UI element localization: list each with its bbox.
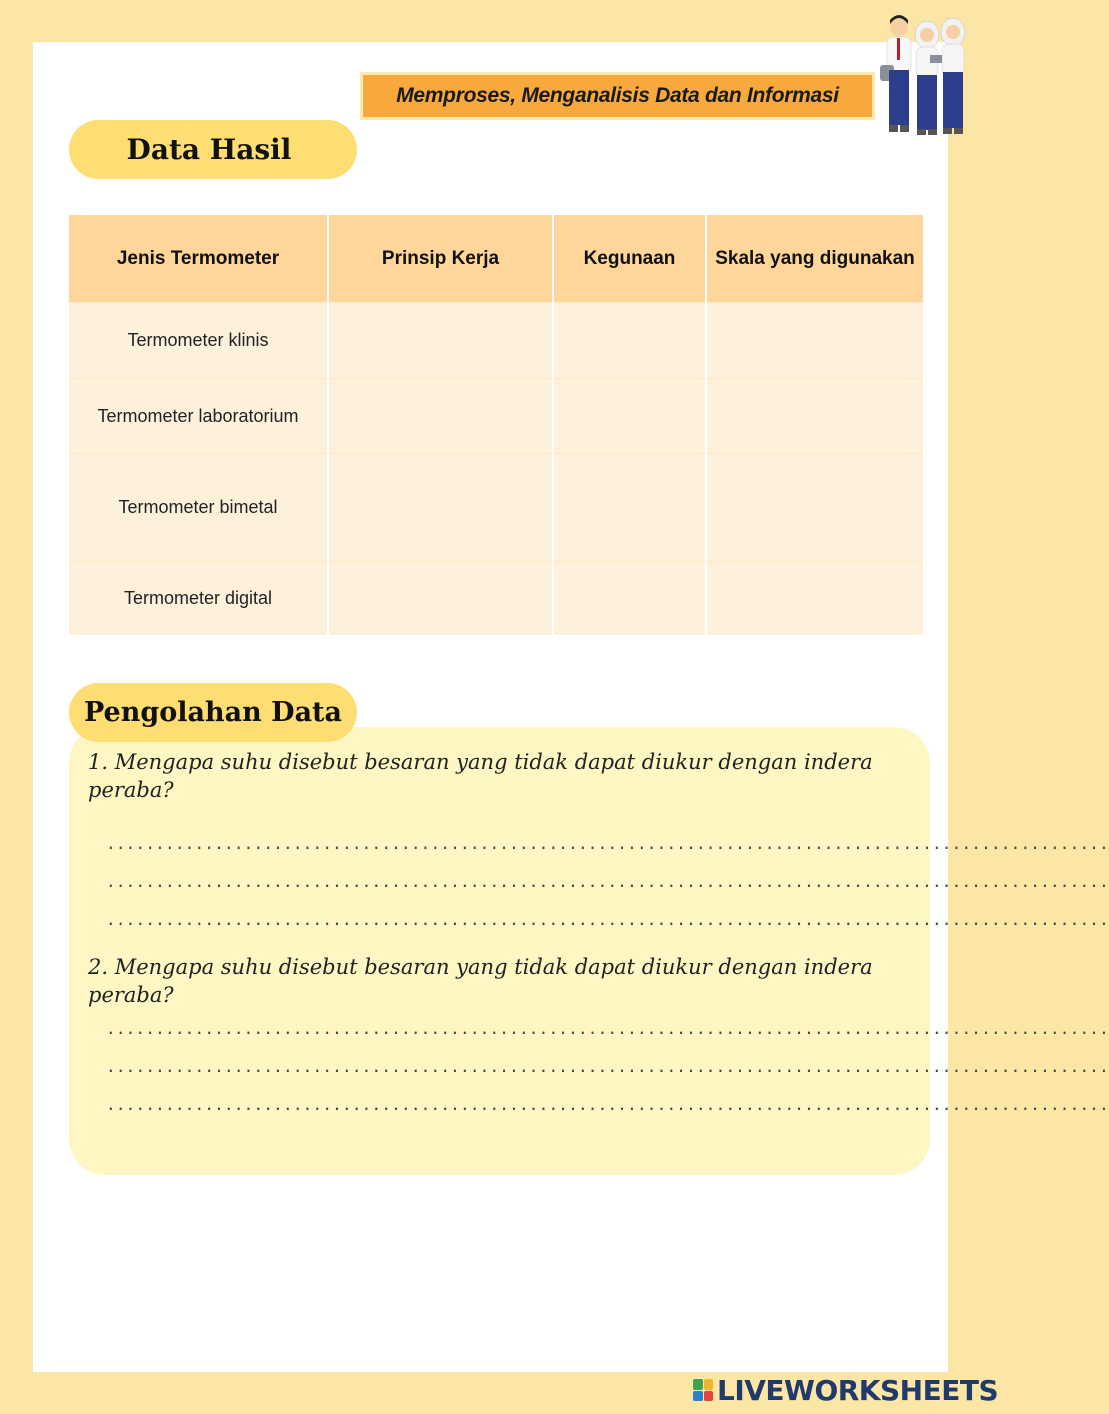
table-row — [69, 379, 923, 454]
skala-cell[interactable] — [706, 379, 923, 454]
row-label: Termometer digital — [69, 562, 328, 635]
data-table — [69, 215, 923, 635]
answer-line[interactable]: ...................................................................................................... — [106, 834, 1109, 853]
skala-cell[interactable] — [706, 454, 923, 562]
question-1: 1. Mengapa suhu disebut besaran yang tidak dapat diukur dengan indera peraba? — [88, 750, 873, 802]
prinsip-kerja-cell[interactable] — [328, 454, 553, 562]
students-illustration — [875, 10, 975, 138]
header-banner-text: Memproses, Menganalisis Data dan Informasi — [363, 75, 872, 117]
kegunaan-cell[interactable] — [553, 303, 706, 379]
liveworksheets-brand: LIVEWORKSHEETS — [717, 1373, 999, 1407]
prinsip-kerja-cell[interactable] — [328, 562, 553, 635]
kegunaan-cell[interactable] — [553, 562, 706, 635]
table-row — [69, 562, 923, 635]
data-hasil-title: Data Hasil — [69, 120, 357, 179]
answer-line[interactable]: ...................................................................................................... — [106, 910, 1109, 929]
kegunaan-cell[interactable] — [553, 454, 706, 562]
header-kegunaan: Kegunaan — [553, 215, 706, 303]
skala-cell[interactable] — [706, 303, 923, 379]
table-header-row — [69, 215, 923, 303]
table-row — [69, 303, 923, 379]
prinsip-kerja-cell[interactable] — [328, 379, 553, 454]
table-row — [69, 454, 923, 562]
answer-line[interactable]: ...................................................................................................... — [106, 1019, 1109, 1038]
row-label: Termometer klinis — [69, 303, 328, 379]
answer-line[interactable]: ...................................................................................................... — [106, 872, 1109, 891]
header-jenis-termometer: Jenis Termometer — [69, 215, 328, 303]
skala-cell[interactable] — [706, 562, 923, 635]
answer-line[interactable]: ...................................................................................................... — [106, 1057, 1109, 1076]
liveworksheets-icon — [693, 1379, 713, 1401]
kegunaan-cell[interactable] — [553, 379, 706, 454]
header-prinsip-kerja: Prinsip Kerja — [328, 215, 553, 303]
row-label: Termometer laboratorium — [69, 379, 328, 454]
question-2: 2. Mengapa suhu disebut besaran yang tidak dapat diukur dengan indera peraba? — [88, 955, 873, 1007]
liveworksheets-logo[interactable] — [693, 1373, 998, 1407]
header-banner — [360, 72, 875, 120]
answer-line[interactable]: ...................................................................................................... — [106, 1095, 1109, 1114]
pengolahan-data-title: Pengolahan Data — [69, 683, 357, 742]
prinsip-kerja-cell[interactable] — [328, 303, 553, 379]
row-label: Termometer bimetal — [69, 454, 328, 562]
header-skala: Skala yang digunakan — [706, 215, 923, 303]
